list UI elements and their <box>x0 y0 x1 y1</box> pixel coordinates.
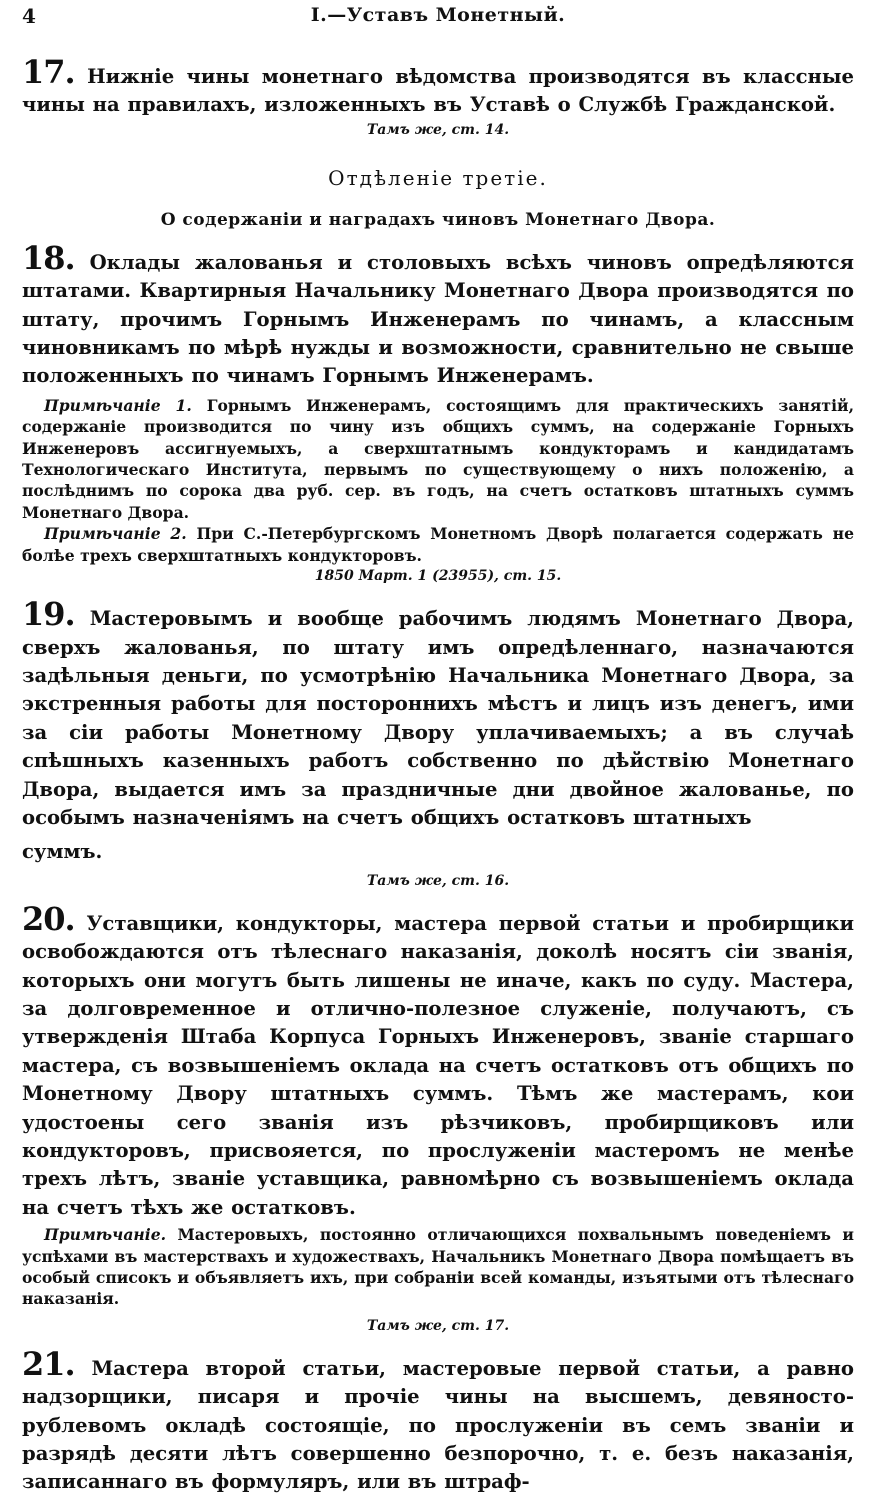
article-text: Оклады жалованья и столовыхъ всѣхъ чиновъ опредѣляются штатами. Квартирныя Начальнику Монетнаго Двора производятся по штату, прочимъ Горнымъ Инженерамъ по чинамъ, а классным чиновникамъ по мѣрѣ нужды и возможности, сравнительно не свыше положенныхъ по чинамъ Горнымъ Инженерамъ. <box>22 250 854 388</box>
article-number: 20. <box>22 899 75 938</box>
section-title: Отдѣленіе третіе. <box>328 165 548 190</box>
section-subtitle: О содержаніи и наградахъ чиновъ Монетнаго Двора. <box>160 209 716 230</box>
source-reference: Тамъ же, ст. 14. <box>366 121 510 138</box>
note-text: Горнымъ Инженерамъ, состоящимъ для практическихъ занятій, содержаніе производится по чину изъ общихъ суммъ, на содержаніе Горныхъ Инженеровъ ассигнуемыхъ, а сверхштатнымъ кондукторамъ и кандидатамъ Технологическаго Института, первымъ по существующему о нихъ положенію, а послѣднимъ по сорока два руб. сер. въ годъ, на счетъ остатковъ штатныхъ суммъ Монетнаго Двора. <box>22 395 855 522</box>
source-reference: 1850 Март. 1 (23955), ст. 15. <box>314 568 562 585</box>
source-reference: Тамъ же, ст. 17. <box>366 1317 510 1334</box>
article-20 <box>22 899 854 1222</box>
article-19-tail: суммъ. <box>22 840 103 864</box>
note <box>22 1224 854 1310</box>
note-1 <box>22 395 854 523</box>
page-number: 4 <box>22 4 36 28</box>
article-21 <box>22 1344 854 1497</box>
note-text: При С.-Петербургскомъ Монетномъ Дворѣ полагается содержать не болѣе трехъ сверхштатныхъ кондукторовъ. <box>22 524 855 565</box>
article-number: 21. <box>22 1344 75 1383</box>
note-label: Примѣчаніе 1. <box>44 395 192 415</box>
article-17 <box>22 53 854 120</box>
article-number: 18. <box>22 238 75 277</box>
article-text: Мастеровымъ и вообще рабочимъ людямъ Монетнаго Двора, сверхъ жалованья, по штату имъ опредѣленнаго, назначаются задѣльныя деньги, по усмотрѣнію Начальника Монетнаго Двора, за экстренныя работы для постороннихъ мѣстъ и лицъ изъ денегъ, ими за сіи работы Монетному Двору уплачиваемыхъ; а въ случаѣ спѣшныхъ казенныхъ работъ собственно по дѣйствію Монетнаго Двора, выдается имъ за праздничные дни двойное жалованье, по особымъ назначеніямъ на счетъ общихъ остатковъ штатныхъ <box>22 607 854 829</box>
running-head: I.—Уставъ Монетный. <box>310 4 566 26</box>
page-header <box>22 4 854 38</box>
article-text: Нижніе чины монетнаго вѣдомства производятся въ классные чины на правилахъ, изложенныхъ въ Уставѣ о Службѣ Гражданской. <box>22 65 854 117</box>
article-18 <box>22 238 854 391</box>
note-label: Примѣчаніе 2. <box>44 524 187 544</box>
note-2 <box>22 523 854 566</box>
note-text: Мастеровыхъ, постоянно отличающихся похвальнымъ поведеніемъ и успѣхами въ мастерствахъ и художествахъ, Начальникъ Монетнаго Двора помѣщаетъ въ особый списокъ и объявляетъ ихъ, при собраніи всей команды, изъятыми отъ тѣлеснаго наказанія. <box>22 1225 854 1309</box>
note-label: Примѣчаніе. <box>44 1225 167 1245</box>
source-reference: Тамъ же, ст. 16. <box>366 872 510 889</box>
article-text: Мастера второй статьи, мастеровые первой статьи, а равно надзорщики, писаря и прочіе чины на высшемъ, девяносто-рублевомъ окладѣ состоящіе, по прослуженіи въ семъ званіи и разрядѣ десяти лѣтъ совершенно безпорочно, т. е. безъ наказанія, записаннаго въ формуляръ, или въ штраф- <box>22 1356 854 1494</box>
article-number: 19. <box>22 595 75 634</box>
article-19 <box>22 595 854 832</box>
article-text: Уставщики, кондукторы, мастера первой статьи и пробирщики освобождаются отъ тѣлеснаго наказанія, доколѣ носятъ сіи званія, которыхъ они могутъ быть лишены не иначе, какъ по суду. Мастера, за долговременное и отлично-полезное служеніе, получаютъ, съ утвержденія Штаба Корпуса Горныхъ Инженеровъ, званіе старшаго мастера, съ возвышеніемъ оклада на счетъ остатковъ отъ общихъ по Монетному Двору штатныхъ суммъ. Тѣмъ же мастерамъ, кои удостоены сего званія изъ рѣзчиковъ, пробирщиковъ или кондукторовъ, присвояется, по прослуженіи мастеромъ не менѣе трехъ лѣтъ, званіе уставщика, равномѣрно съ возвышеніемъ оклада на счетъ тѣхъ же остатковъ. <box>22 911 854 1219</box>
article-number: 17. <box>22 53 75 91</box>
